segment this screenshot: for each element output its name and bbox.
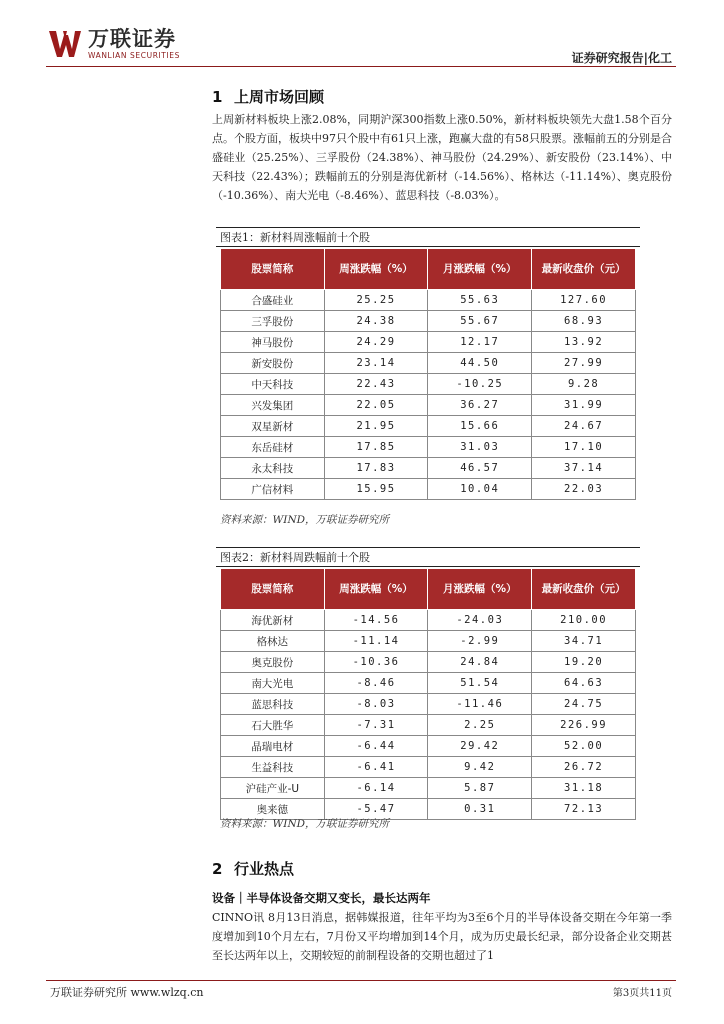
table-row xyxy=(221,479,636,500)
value-cell: 46.57 xyxy=(428,458,532,479)
stock-name-cell: 格林达 xyxy=(221,631,325,652)
value-cell: -11.14 xyxy=(324,631,428,652)
table-row xyxy=(221,374,636,395)
table-row xyxy=(221,458,636,479)
value-cell: 52.00 xyxy=(532,736,636,757)
column-header: 月涨跌幅（%） xyxy=(428,569,532,610)
logo-chinese-text: 万联证券 xyxy=(88,27,176,51)
column-header: 月涨跌幅（%） xyxy=(428,249,532,290)
value-cell: -6.14 xyxy=(324,778,428,799)
section-1-title xyxy=(212,86,324,107)
page-header xyxy=(0,0,724,70)
section-2-number: 2 xyxy=(212,860,223,878)
table-row xyxy=(221,290,636,311)
value-cell: 24.67 xyxy=(532,416,636,437)
column-header: 周涨跌幅（%） xyxy=(324,249,428,290)
column-header: 最新收盘价（元） xyxy=(532,569,636,610)
column-header: 周涨跌幅（%） xyxy=(324,569,428,610)
footer-page-number: 第3页共11页 xyxy=(612,988,672,999)
report-category-tag: 证券研究报告|化工 xyxy=(571,51,672,65)
value-cell: 55.67 xyxy=(428,311,532,332)
value-cell: 24.29 xyxy=(324,332,428,353)
column-header: 股票简称 xyxy=(221,249,325,290)
value-cell: 127.60 xyxy=(532,290,636,311)
value-cell: 24.75 xyxy=(532,694,636,715)
value-cell: 22.05 xyxy=(324,395,428,416)
value-cell: 13.92 xyxy=(532,332,636,353)
table-row xyxy=(221,395,636,416)
table-2-body xyxy=(221,610,636,820)
stock-name-cell: 石大胜华 xyxy=(221,715,325,736)
value-cell: 2.25 xyxy=(428,715,532,736)
value-cell: 5.87 xyxy=(428,778,532,799)
table-2-source: 资料来源：WIND，万联证券研究所 xyxy=(220,818,390,830)
value-cell: -10.36 xyxy=(324,652,428,673)
value-cell: -10.25 xyxy=(428,374,532,395)
value-cell: 29.42 xyxy=(428,736,532,757)
stock-name-cell: 东岳硅材 xyxy=(221,437,325,458)
value-cell: -11.46 xyxy=(428,694,532,715)
value-cell: 44.50 xyxy=(428,353,532,374)
stock-name-cell: 双星新材 xyxy=(221,416,325,437)
value-cell: 72.13 xyxy=(532,799,636,820)
value-cell: 27.99 xyxy=(532,353,636,374)
value-cell: 64.63 xyxy=(532,673,636,694)
stock-name-cell: 生益科技 xyxy=(221,757,325,778)
value-cell: 21.95 xyxy=(324,416,428,437)
value-cell: 51.54 xyxy=(428,673,532,694)
value-cell: 9.42 xyxy=(428,757,532,778)
table-row xyxy=(221,353,636,374)
value-cell: 210.00 xyxy=(532,610,636,631)
section-1-title-text: 上周市场回顾 xyxy=(234,88,325,106)
value-cell: 68.93 xyxy=(532,311,636,332)
table-row xyxy=(221,757,636,778)
wanlian-logo xyxy=(48,28,180,60)
value-cell: 31.99 xyxy=(532,395,636,416)
stock-name-cell: 神马股份 xyxy=(221,332,325,353)
column-header: 最新收盘价（元） xyxy=(532,249,636,290)
stock-name-cell: 沪硅产业-U xyxy=(221,778,325,799)
value-cell: 10.04 xyxy=(428,479,532,500)
table-row xyxy=(221,778,636,799)
table-row xyxy=(221,631,636,652)
table-row xyxy=(221,694,636,715)
table-row xyxy=(221,610,636,631)
stock-name-cell: 海优新材 xyxy=(221,610,325,631)
value-cell: -6.44 xyxy=(324,736,428,757)
value-cell: -2.99 xyxy=(428,631,532,652)
header-divider xyxy=(46,66,676,67)
table-1-top-gainers xyxy=(220,248,636,500)
value-cell: 0.31 xyxy=(428,799,532,820)
value-cell: 31.18 xyxy=(532,778,636,799)
stock-name-cell: 合盛硅业 xyxy=(221,290,325,311)
table-1-header-row xyxy=(221,249,636,290)
value-cell: 226.99 xyxy=(532,715,636,736)
section-1-paragraph: 上周新材料板块上涨2.08%，同期沪深300指数上涨0.50%，新材料板块领先大盘1.58个百分点。个股方面，板块中97只个股中有61只上涨，跑赢大盘的有58只股票。涨幅前五的分别是合盛硅业（25.25%）、三孚股份（24.38%）、神马股份（24.29%）、新安股份（23.14%）、中天科技（22.43%）；跌幅前五的分别是海优新材（-14.56%）、格林达（-11.14%）、奥克股份（-10.36%）、南大光电（-8.46%）、蓝思科技（-8.03%）。 xyxy=(212,113,672,202)
value-cell: 25.25 xyxy=(324,290,428,311)
value-cell: 9.28 xyxy=(532,374,636,395)
value-cell: 36.27 xyxy=(428,395,532,416)
stock-name-cell: 奥来德 xyxy=(221,799,325,820)
stock-name-cell: 三孚股份 xyxy=(221,311,325,332)
section-2-subheading: 设备｜半导体设备交期又变长，最长达两年 xyxy=(212,891,431,905)
table-row xyxy=(221,416,636,437)
table-2-top-losers xyxy=(220,568,636,820)
value-cell: 22.03 xyxy=(532,479,636,500)
stock-name-cell: 晶瑞电材 xyxy=(221,736,325,757)
table-2-caption: 图表2：新材料周跌幅前十个股 xyxy=(216,547,640,567)
table-row xyxy=(221,673,636,694)
stock-name-cell: 蓝思科技 xyxy=(221,694,325,715)
value-cell: 34.71 xyxy=(532,631,636,652)
wanlian-w-logo-icon xyxy=(48,29,82,59)
section-2-title xyxy=(212,858,294,879)
footer-divider xyxy=(46,980,676,981)
value-cell: 15.66 xyxy=(428,416,532,437)
value-cell: 55.63 xyxy=(428,290,532,311)
value-cell: -14.56 xyxy=(324,610,428,631)
stock-name-cell: 广信材料 xyxy=(221,479,325,500)
value-cell: 17.85 xyxy=(324,437,428,458)
value-cell: 22.43 xyxy=(324,374,428,395)
stock-name-cell: 新安股份 xyxy=(221,353,325,374)
value-cell: 26.72 xyxy=(532,757,636,778)
table-1-caption: 图表1：新材料周涨幅前十个股 xyxy=(216,227,640,247)
value-cell: 15.95 xyxy=(324,479,428,500)
value-cell: -8.46 xyxy=(324,673,428,694)
stock-name-cell: 南大光电 xyxy=(221,673,325,694)
table-1-source: 资料来源：WIND，万联证券研究所 xyxy=(220,514,390,526)
table-row xyxy=(221,736,636,757)
value-cell: 31.03 xyxy=(428,437,532,458)
value-cell: 17.83 xyxy=(324,458,428,479)
value-cell: 23.14 xyxy=(324,353,428,374)
value-cell: -5.47 xyxy=(324,799,428,820)
value-cell: 37.14 xyxy=(532,458,636,479)
footer-institute: 万联证券研究所 www.wlzq.cn xyxy=(50,986,204,999)
value-cell: 19.20 xyxy=(532,652,636,673)
value-cell: -24.03 xyxy=(428,610,532,631)
table-row xyxy=(221,437,636,458)
value-cell: 24.38 xyxy=(324,311,428,332)
logo-english-text: WANLIAN SECURITIES xyxy=(88,51,181,60)
table-row xyxy=(221,311,636,332)
stock-name-cell: 兴发集团 xyxy=(221,395,325,416)
stock-name-cell: 中天科技 xyxy=(221,374,325,395)
table-row xyxy=(221,332,636,353)
section-2-title-text: 行业热点 xyxy=(234,860,295,878)
table-2-header-row xyxy=(221,569,636,610)
stock-name-cell: 奥克股份 xyxy=(221,652,325,673)
value-cell: -6.41 xyxy=(324,757,428,778)
value-cell: 12.17 xyxy=(428,332,532,353)
table-1-body xyxy=(221,290,636,500)
column-header: 股票简称 xyxy=(221,569,325,610)
table-row xyxy=(221,715,636,736)
stock-name-cell: 永太科技 xyxy=(221,458,325,479)
section-1-number: 1 xyxy=(212,88,223,106)
value-cell: -8.03 xyxy=(324,694,428,715)
value-cell: 24.84 xyxy=(428,652,532,673)
value-cell: 17.10 xyxy=(532,437,636,458)
section-2-paragraph: CINNO讯 8月13日消息，据韩媒报道，往年平均为3至6个月的半导体设备交期在今年第一季度增加到10个月左右，7月份又平均增加到14个月，成为历史最长纪录，部分设备企业交期甚至长达两年以上，交期较短的前制程设备的交期也超过了1 xyxy=(212,911,672,962)
table-row xyxy=(221,652,636,673)
value-cell: -7.31 xyxy=(324,715,428,736)
